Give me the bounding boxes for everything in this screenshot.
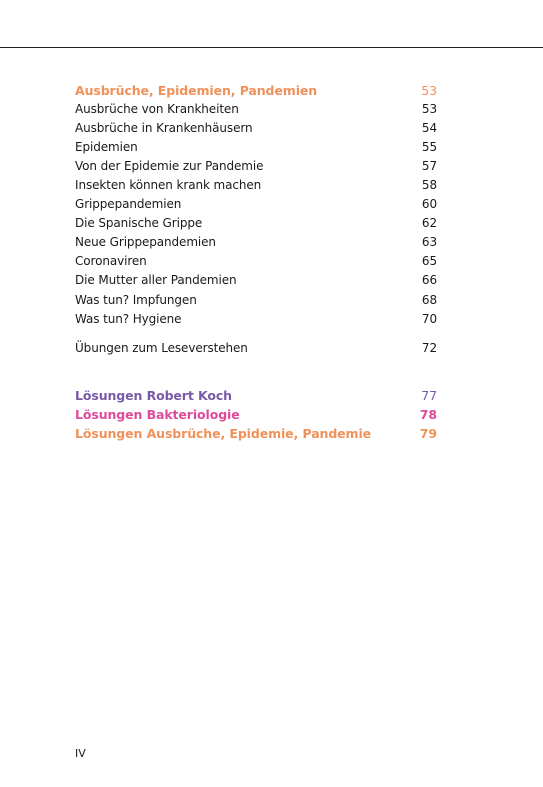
toc-entry-page: 57 xyxy=(421,159,437,173)
toc-entry[interactable] xyxy=(75,176,437,195)
toc-entry-label: Grippepandemien xyxy=(75,197,182,211)
toc-solutions-page: 77 xyxy=(421,388,437,403)
toc-entry[interactable] xyxy=(75,157,437,176)
toc-entry-page: 55 xyxy=(421,140,437,154)
toc-entry[interactable] xyxy=(75,214,437,233)
toc-section-title: Ausbrüche, Epidemien, Pandemien xyxy=(75,83,318,98)
toc-solutions-label: Lösungen Robert Koch xyxy=(75,388,232,403)
toc-entry-page: 54 xyxy=(421,121,437,135)
toc-entry-page: 70 xyxy=(421,312,437,326)
toc-entry-page: 66 xyxy=(421,273,437,287)
toc-entry[interactable] xyxy=(75,291,437,310)
toc-solutions-bakteriologie[interactable] xyxy=(75,405,437,424)
header-rule xyxy=(0,47,543,48)
toc-exercise-entry[interactable] xyxy=(75,339,437,358)
toc-solutions-label: Lösungen Ausbrüche, Epidemie, Pandemie xyxy=(75,426,372,441)
toc-entry-label: Was tun? Impfungen xyxy=(75,293,197,307)
toc-solutions-page: 78 xyxy=(419,407,437,422)
toc-section-page: 53 xyxy=(421,83,437,98)
toc-entry-label: Insekten können krank machen xyxy=(75,178,262,192)
toc-entry-page: 68 xyxy=(421,293,437,307)
toc-entry-page: 58 xyxy=(421,178,437,192)
toc-entry-page: 72 xyxy=(421,341,437,355)
toc-entry-label: Coronaviren xyxy=(75,254,147,268)
toc-entry-label: Übungen zum Leseverstehen xyxy=(75,341,248,355)
toc-entry[interactable] xyxy=(75,233,437,252)
toc-entry[interactable] xyxy=(75,100,437,119)
toc-solutions-ausbrueche[interactable] xyxy=(75,424,437,443)
toc-entry-label: Die Spanische Grippe xyxy=(75,216,203,230)
toc-entry-label: Von der Epidemie zur Pandemie xyxy=(75,159,264,173)
toc-entry-label: Die Mutter aller Pandemien xyxy=(75,273,237,287)
page-number: IV xyxy=(75,747,86,760)
toc-entry-page: 60 xyxy=(421,197,437,211)
toc-entry-page: 65 xyxy=(421,254,437,268)
toc-entry[interactable] xyxy=(75,252,437,271)
toc-solutions-page: 79 xyxy=(419,426,437,441)
toc-entry[interactable] xyxy=(75,271,437,290)
toc-entry[interactable] xyxy=(75,195,437,214)
toc-entry-label: Ausbrüche von Krankheiten xyxy=(75,102,239,116)
toc-entry[interactable] xyxy=(75,310,437,329)
toc-solutions-robert-koch[interactable] xyxy=(75,386,437,405)
toc-entry-label: Epidemien xyxy=(75,140,138,154)
toc-entry-label: Ausbrüche in Krankenhäusern xyxy=(75,121,253,135)
toc-solutions-label: Lösungen Bakteriologie xyxy=(75,407,240,422)
toc-entry[interactable] xyxy=(75,138,437,157)
toc-entry-label: Was tun? Hygiene xyxy=(75,312,182,326)
toc-entry-label: Neue Grippepandemien xyxy=(75,235,216,249)
toc-section-heading[interactable] xyxy=(75,81,437,100)
toc-entry-page: 63 xyxy=(421,235,437,249)
toc-entry-page: 53 xyxy=(421,102,437,116)
toc-entry-page: 62 xyxy=(421,216,437,230)
toc-entry[interactable] xyxy=(75,119,437,138)
